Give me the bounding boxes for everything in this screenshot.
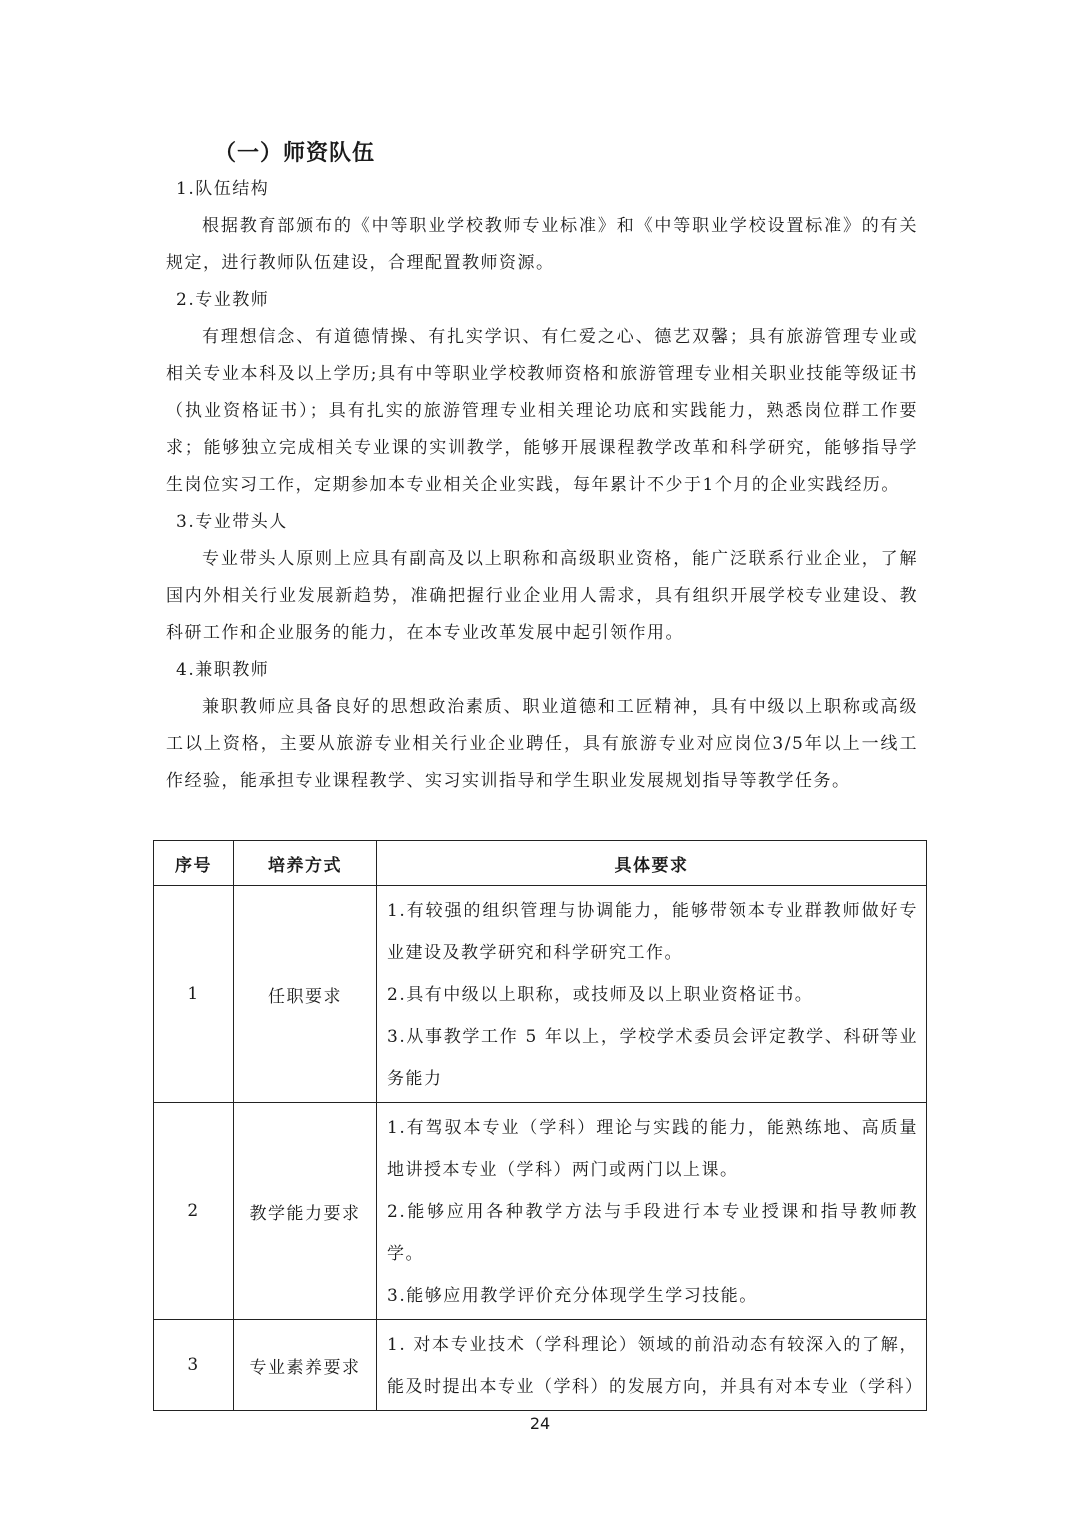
subsection-heading: 1.队伍结构 [176, 179, 270, 199]
subsection-paragraph: 有理想信念、有道德情操、有扎实学识、有仁爱之心、德艺双馨；具有旅游管理专业或相关专业本科及以上学历;具有中等职业学校教师资格和旅游管理专业相关职业技能等级证书（执业资格证书）；具有扎实的旅游管理专业相关理论功底和实践能力，熟悉岗位群工作要求；能够独立完成相关专业课的实训教学，能够开展课程教学改革和科学研究，能够指导学生岗位实习工作，定期参加本专业相关企业实践，每年累计不少于1个月的企业实践经历。 [166, 327, 918, 495]
requirements-table [153, 840, 927, 1411]
row-num: 1 [154, 886, 234, 1103]
row-num: 3 [154, 1320, 234, 1411]
header-num: 序号 [154, 841, 234, 886]
row-num: 2 [154, 1103, 234, 1320]
requirement-item: 2.具有中级以上职称，或技师及以上职业资格证书。 [387, 985, 814, 1005]
subsection-heading: 4.兼职教师 [176, 660, 270, 680]
row-detail [377, 886, 927, 1103]
header-detail: 具体要求 [377, 841, 927, 886]
body-content [166, 171, 918, 800]
row-mode: 任职要求 [234, 886, 377, 1103]
subsection-heading: 2.专业教师 [176, 290, 270, 310]
requirement-item: 1.有驾驭本专业（学科）理论与实践的能力，能熟练地、高质量地讲授本专业（学科）两门或两门以上课。 [387, 1118, 918, 1180]
row-mode: 教学能力要求 [234, 1103, 377, 1320]
subsection-paragraph: 兼职教师应具备良好的思想政治素质、职业道德和工匠精神，具有中级以上职称或高级工以上资格，主要从旅游专业相关行业企业聘任，具有旅游专业对应岗位3/5年以上一线工作经验，能承担专业课程教学、实习实训指导和学生职业发展规划指导等教学任务。 [166, 697, 918, 791]
requirement-item: 3.从事教学工作 5 年以上，学校学术委员会评定教学、科研等业务能力 [387, 1027, 918, 1089]
row-detail [377, 1103, 927, 1320]
table-row [154, 1103, 927, 1320]
requirement-item: 3.能够应用教学评价充分体现学生学习技能。 [387, 1286, 758, 1306]
requirement-item: 1.有较强的组织管理与协调能力，能够带领本专业群教师做好专业建设及教学研究和科学研究工作。 [387, 901, 918, 963]
page-number: 24 [529, 1414, 551, 1433]
table-header-row [154, 841, 927, 886]
row-mode: 专业素养要求 [234, 1320, 377, 1411]
row-detail [377, 1320, 927, 1411]
requirement-item: 1. 对本专业技术（学科理论）领域的前沿动态有较深入的了解，能及时提出本专业（学科）的发展方向，并具有对本专业（学科） [387, 1335, 924, 1397]
requirement-item: 2.能够应用各种教学方法与手段进行本专业授课和指导教师教学。 [387, 1202, 918, 1264]
subsection-paragraph: 专业带头人原则上应具有副高及以上职称和高级职业资格，能广泛联系行业企业，了解国内外相关行业发展新趋势，准确把握行业企业用人需求，具有组织开展学校专业建设、教科研工作和企业服务的能力，在本专业改革发展中起引领作用。 [166, 549, 918, 643]
table-row [154, 886, 927, 1103]
subsection-paragraph: 根据教育部颁布的《中等职业学校教师专业标准》和《中等职业学校设置标准》的有关规定，进行教师队伍建设，合理配置教师资源。 [166, 216, 918, 273]
table-row [154, 1320, 927, 1411]
section-title: （一）师资队伍 [214, 141, 376, 166]
subsection-heading: 3.专业带头人 [176, 512, 288, 532]
header-mode: 培养方式 [234, 841, 377, 886]
